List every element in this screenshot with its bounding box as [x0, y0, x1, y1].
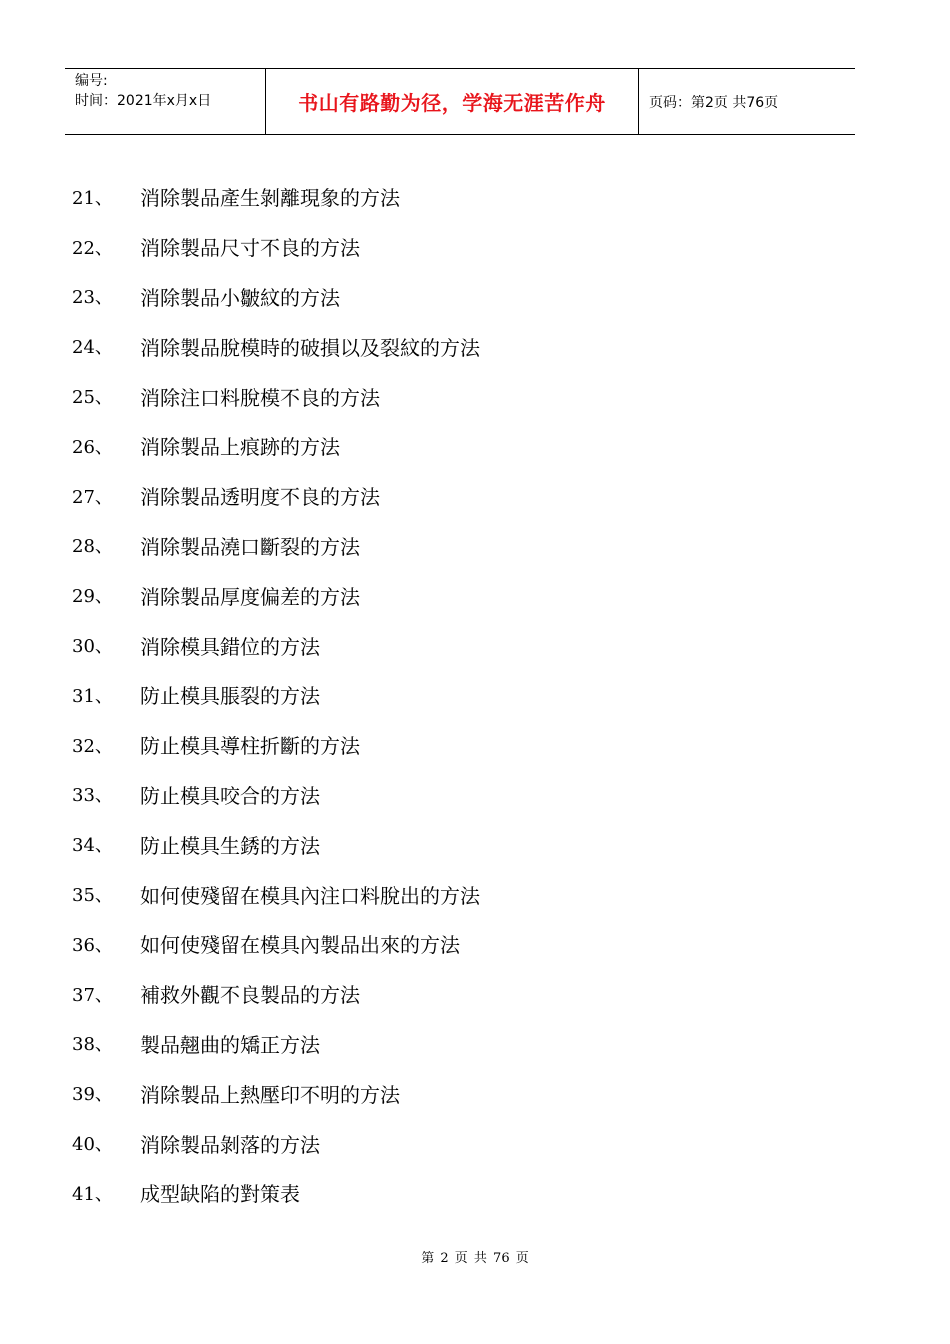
toc-item — [72, 172, 480, 222]
toc-item — [72, 670, 480, 720]
toc-item — [72, 620, 480, 670]
toc-item-title: 消除製品上痕跡的方法 — [140, 435, 340, 460]
toc-item-number: 24、 — [72, 337, 113, 359]
toc-item-number: 30、 — [72, 636, 113, 658]
toc-item — [72, 869, 480, 919]
code-label: 编号: — [75, 73, 108, 89]
toc-item-title: 消除製品脫模時的破損以及裂紋的方法 — [140, 335, 480, 360]
toc-item-title: 防止模具咬合的方法 — [140, 783, 320, 808]
toc-item — [72, 819, 480, 869]
toc-item — [72, 1168, 480, 1218]
header-page-info: 页码：第2页 共76页 — [649, 94, 779, 111]
toc-item-number: 31、 — [72, 685, 113, 707]
toc-item — [72, 272, 480, 322]
toc-item-title: 消除製品厚度偏差的方法 — [140, 584, 360, 609]
toc-item-number: 36、 — [72, 934, 113, 956]
toc-item-title: 消除製品小皺紋的方法 — [140, 285, 340, 310]
toc-item-title: 消除模具錯位的方法 — [140, 634, 320, 659]
toc-item-number: 34、 — [72, 835, 113, 857]
toc-item-number: 29、 — [72, 586, 113, 608]
toc-item-title: 消除製品澆口斷裂的方法 — [140, 534, 360, 559]
toc-item-title: 防止模具生銹的方法 — [140, 833, 320, 858]
toc-item — [72, 222, 480, 272]
toc-item-number: 37、 — [72, 984, 113, 1006]
toc-item-number: 40、 — [72, 1134, 113, 1156]
toc-item — [72, 1019, 480, 1069]
toc-item — [72, 770, 480, 820]
toc-item-title: 消除製品產生剝離現象的方法 — [140, 186, 400, 211]
toc-item — [72, 1068, 480, 1118]
toc-item-number: 22、 — [72, 237, 113, 259]
toc-item — [72, 570, 480, 620]
toc-item-number: 27、 — [72, 486, 113, 508]
toc-item-number: 23、 — [72, 287, 113, 309]
toc-item — [72, 1118, 480, 1168]
page-header — [65, 68, 855, 135]
toc-item-title: 消除製品剝落的方法 — [140, 1132, 320, 1157]
toc-item-number: 39、 — [72, 1084, 113, 1106]
toc-item — [72, 969, 480, 1019]
toc-item — [72, 720, 480, 770]
toc-item-number: 38、 — [72, 1034, 113, 1056]
toc-item-number: 21、 — [72, 187, 113, 209]
toc-item — [72, 421, 480, 471]
toc-item-number: 35、 — [72, 885, 113, 907]
toc-item-title: 消除製品透明度不良的方法 — [140, 485, 380, 510]
toc-item-title: 消除製品上熱壓印不明的方法 — [140, 1082, 400, 1107]
toc-item — [72, 321, 480, 371]
toc-item-title: 如何使殘留在模具內製品出來的方法 — [140, 933, 460, 958]
table-of-contents — [72, 172, 480, 1218]
toc-item-number: 28、 — [72, 536, 113, 558]
toc-item-number: 32、 — [72, 735, 113, 757]
toc-item-number: 26、 — [72, 436, 113, 458]
toc-item-title: 製品翹曲的矯正方法 — [140, 1032, 320, 1057]
toc-item-title: 成型缺陷的對策表 — [140, 1182, 300, 1207]
toc-item-title: 防止模具導柱折斷的方法 — [140, 734, 360, 759]
toc-item — [72, 471, 480, 521]
header-meta — [65, 69, 266, 134]
toc-item-title: 如何使殘留在模具內注口料脫出的方法 — [140, 883, 480, 908]
toc-item-number: 41、 — [72, 1183, 113, 1205]
toc-item-number: 25、 — [72, 387, 113, 409]
toc-item — [72, 371, 480, 421]
page-footer: 第 2 页 共 76 页 — [421, 1251, 529, 1266]
header-motto: 书山有路勤为径，学海无涯苦作舟 — [266, 69, 639, 134]
toc-item — [72, 919, 480, 969]
toc-item — [72, 521, 480, 571]
toc-item-title: 補救外觀不良製品的方法 — [140, 983, 360, 1008]
toc-item-title: 消除注口料脫模不良的方法 — [140, 385, 380, 410]
toc-item-title: 消除製品尺寸不良的方法 — [140, 236, 360, 261]
toc-item-number: 33、 — [72, 785, 113, 807]
toc-item-title: 防止模具脹裂的方法 — [140, 684, 320, 709]
time-label: 时间：2021年x月x日 — [75, 93, 212, 109]
